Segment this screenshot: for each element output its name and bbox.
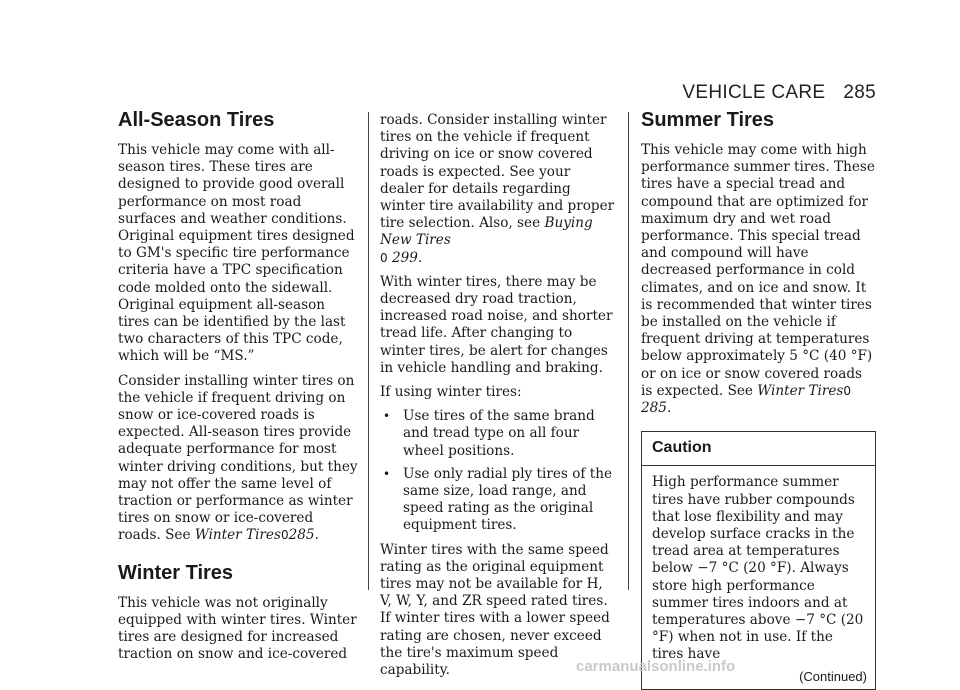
column-divider-1 [368,112,369,590]
paragraph-text: Consider installing winter tires on the vehicle if frequent driving on snow or ice-covered roads is expected. All-season tires provide adequate performance for most winter driving conditions, but they may not offer the same level of traction or performance as winter tires on snow or ice-covered roads. See [118,372,358,544]
bullet-icon: • [383,466,391,481]
paragraph-text: roads. Consider installing winter tires on the vehicle if frequent driving on ice or snow covered roads is expected. See your dealer for details regarding winter tire availability and proper tire selection. Also, see [380,112,615,232]
cross-reference-link[interactable]: Buying New Tires [380,215,593,249]
paragraph-winter-intro: This vehicle was not originally equipped with winter tires. Winter tires are designed for increased traction on snow and ice-covered [118,594,357,663]
heading-summer-tires: Summer Tires [641,109,775,131]
section-title: VEHICLE CARE [682,82,826,103]
heading-all-season-tires: All-Season Tires [118,109,275,131]
list-item-text: Use tires of the same brand and tread type on all four wheel positions. [403,408,595,459]
column-2 [380,112,616,686]
page-reference-icon: 0 [380,250,388,265]
watermark: carmanualsonline.info [576,658,736,675]
paragraph-all-season-intro: This vehicle may come with all-season tires. These tires are designed to provide good overall performance on most road surfaces and weather conditions. Original equipment tires designed to GM's specific tire performance criteria have a TPC specification code molded onto the sidewall. Original equipment all-season tires can be identified by the last two characters of this TPC code, which will be “MS.” [118,142,355,365]
caution-body: High performance summer tires have rubber compounds that lose flexibility and may develop surface cracks in the tread area at temperatures below −7 °C (20 °F). Always store high performance summer tires indoors and at temperatures above −7 °C (20 °F) when not in use. If the tires have [652,474,864,663]
paragraph-winter-effects: With winter tires, there may be decreased dry road traction, increased road noise, and shorter tread life. After changing to winter tires, be alert for changes in vehicle handling and braking. [380,273,613,376]
paragraph-end: . [666,400,672,417]
list-item [380,408,616,460]
paragraph-summer-intro [641,142,876,417]
continued-label: (Continued) [799,668,867,684]
paragraph-speed-rating: Winter tires with the same speed rating as the original equipment tires may not be available for H, V, W, Y, and ZR speed rated tires. If winter tires with a lower speed rating are chosen, never exceed the tire's maximum speed capability. [380,541,610,679]
column-divider-2 [628,112,629,590]
bullet-list [380,408,616,534]
paragraph-text: This vehicle may come with high performance summer tires. These tires have a special tread and compound that are optimized for maximum dry and wet road performance. This special tread and compound will have decreased performance in cold climates, and on ice and snow. It is recommended that winter tires be installed on the vehicle if frequent driving at temperatures below approximately 5 °C (40 °F) or on ice or snow covered roads is expected. See [641,142,875,399]
cross-reference-link[interactable]: Winter Tires [757,382,844,399]
cross-reference-page[interactable]: 285 [288,527,315,544]
paragraph-winter-continued [380,112,616,267]
running-header [682,82,876,104]
column-1 [118,108,358,670]
heading-winter-tires: Winter Tires [118,561,234,584]
cross-reference-page[interactable]: 299 [391,249,418,266]
bullet-icon: • [383,409,391,424]
caution-title: Caution [642,432,875,466]
paragraph-end: . [417,249,423,266]
cross-reference-page[interactable]: 285 [641,400,667,417]
list-item [380,466,616,535]
page-number: 285 [843,82,876,103]
paragraph-end: . [314,527,319,544]
page-reference-icon: 0 [280,528,289,543]
paragraph-if-using: If using winter tires: [380,384,522,401]
page-reference-icon: 0 [843,383,852,398]
list-item-text: Use only radial ply tires of the same size, load range, and speed rating as the original equipment tires. [403,465,613,534]
cross-reference-link[interactable]: Winter Tires [194,527,281,544]
paragraph-all-season-winter [118,373,358,545]
caution-box [641,431,876,690]
column-3 [641,108,876,690]
